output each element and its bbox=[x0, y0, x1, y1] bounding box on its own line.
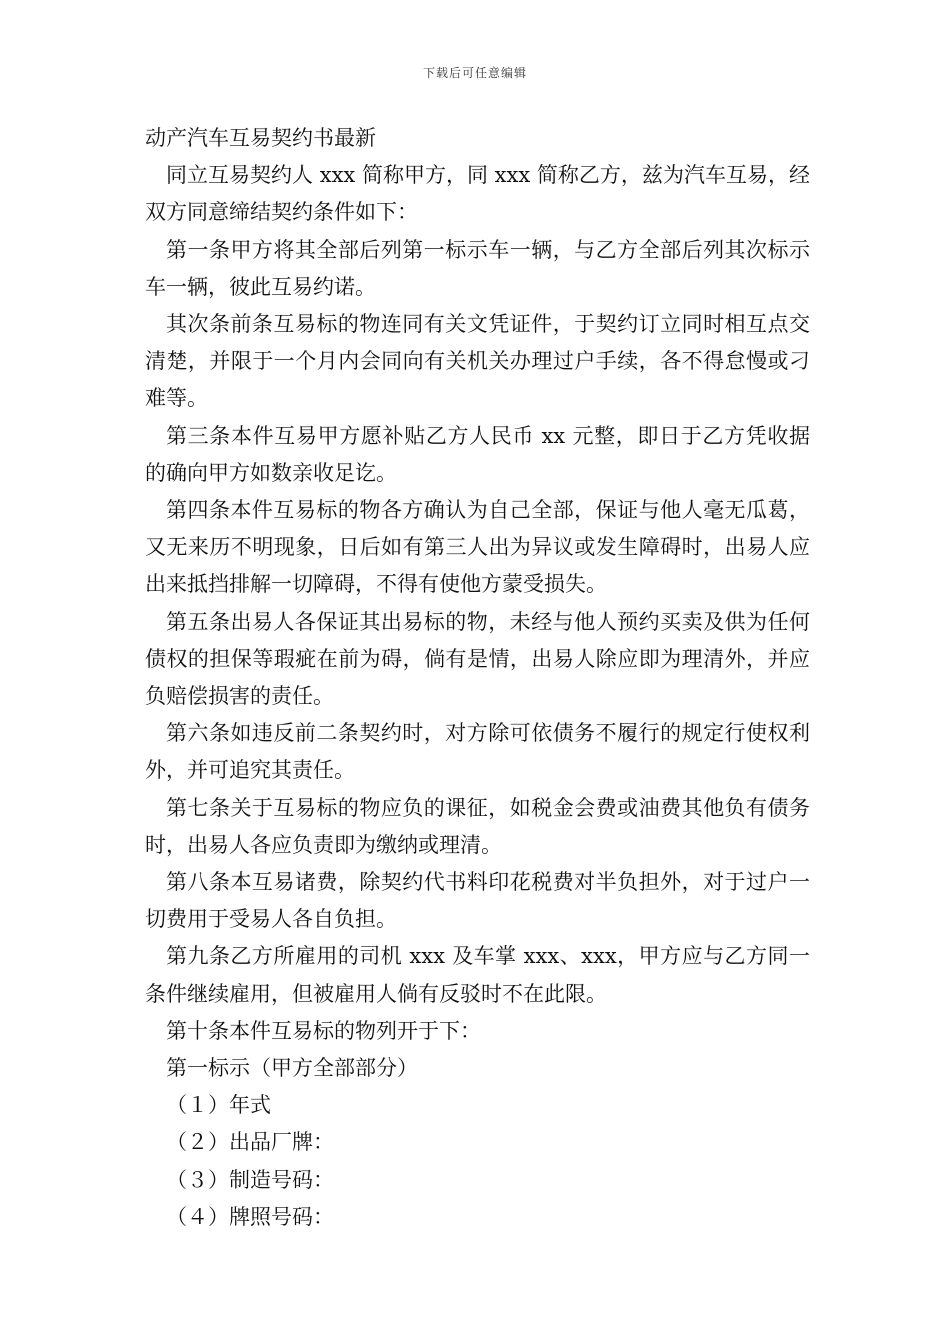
article-9-paragraph: 第九条乙方所雇用的司机 xxx 及车掌 xxx、xxx，甲方应与乙方同一条件继续雇用，但被雇用人倘有反驳时不在此限。 bbox=[145, 944, 810, 1006]
list-item: （４）牌照号码： bbox=[166, 1204, 334, 1229]
article-8-paragraph: 第八条本互易诸费，除契约代书料印花税费对半负担外，对于过户一切费用于受易人各自负担。 bbox=[145, 870, 810, 932]
document-body bbox=[145, 120, 810, 1236]
article-6-paragraph: 第六条如违反前二条契约时，对方除可依债务不履行的规定行使权利外，并可追究其责任。 bbox=[145, 721, 810, 783]
article-4-paragraph: 第四条本件互易标的物各方确认为自己全部，保证与他人毫无瓜葛，又无来历不明现象，日后如有第三人出为异议或发生障碍时，出易人应出来抵挡排解一切障碍，不得有使他方蒙受损失。 bbox=[145, 498, 810, 597]
list-item: （２）出品厂牌： bbox=[166, 1130, 334, 1155]
page-header-note: 下载后可任意编辑 bbox=[422, 66, 527, 80]
list-item: （３）制造号码： bbox=[166, 1167, 334, 1192]
first-designation-heading: 第一标示（甲方全部部分） bbox=[166, 1056, 418, 1081]
document-title: 动产汽车互易契约书最新 bbox=[145, 126, 376, 150]
article-5-paragraph: 第五条出易人各保证其出易标的物，未经与他人预约买卖及供为任何债权的担保等瑕疵在前为碍，倘有是情，出易人除应即为理清外，并应负赔偿损害的责任。 bbox=[145, 609, 810, 709]
article-1-paragraph: 第一条甲方将其全部后列第一标示车一辆，与乙方全部后列其次标示车一辆，彼此互易约诺。 bbox=[145, 237, 810, 299]
article-7-paragraph: 第七条关于互易标的物应负的课征，如税金会费或油费其他负有债务时，出易人各应负责即为缴纳或理清。 bbox=[145, 795, 810, 857]
article-3-paragraph: 第三条本件互易甲方愿补贴乙方人民币 xx 元整，即日于乙方凭收据的确向甲方如数亲收足讫。 bbox=[145, 423, 810, 485]
list-item: （１）年式 bbox=[166, 1093, 271, 1118]
article-10-paragraph: 第十条本件互易标的物列开于下： bbox=[166, 1018, 481, 1043]
article-2-paragraph: 其次条前条互易标的物连同有关文凭证件，于契约订立同时相互点交清楚，并限于一个月内会同向有关机关办理过户手续，各不得怠慢或刁难等。 bbox=[145, 312, 810, 411]
intro-paragraph: 同立互易契约人 xxx 简称甲方，同 xxx 简称乙方，兹为汽车互易，经双方同意缔结契约条件如下： bbox=[145, 163, 810, 225]
